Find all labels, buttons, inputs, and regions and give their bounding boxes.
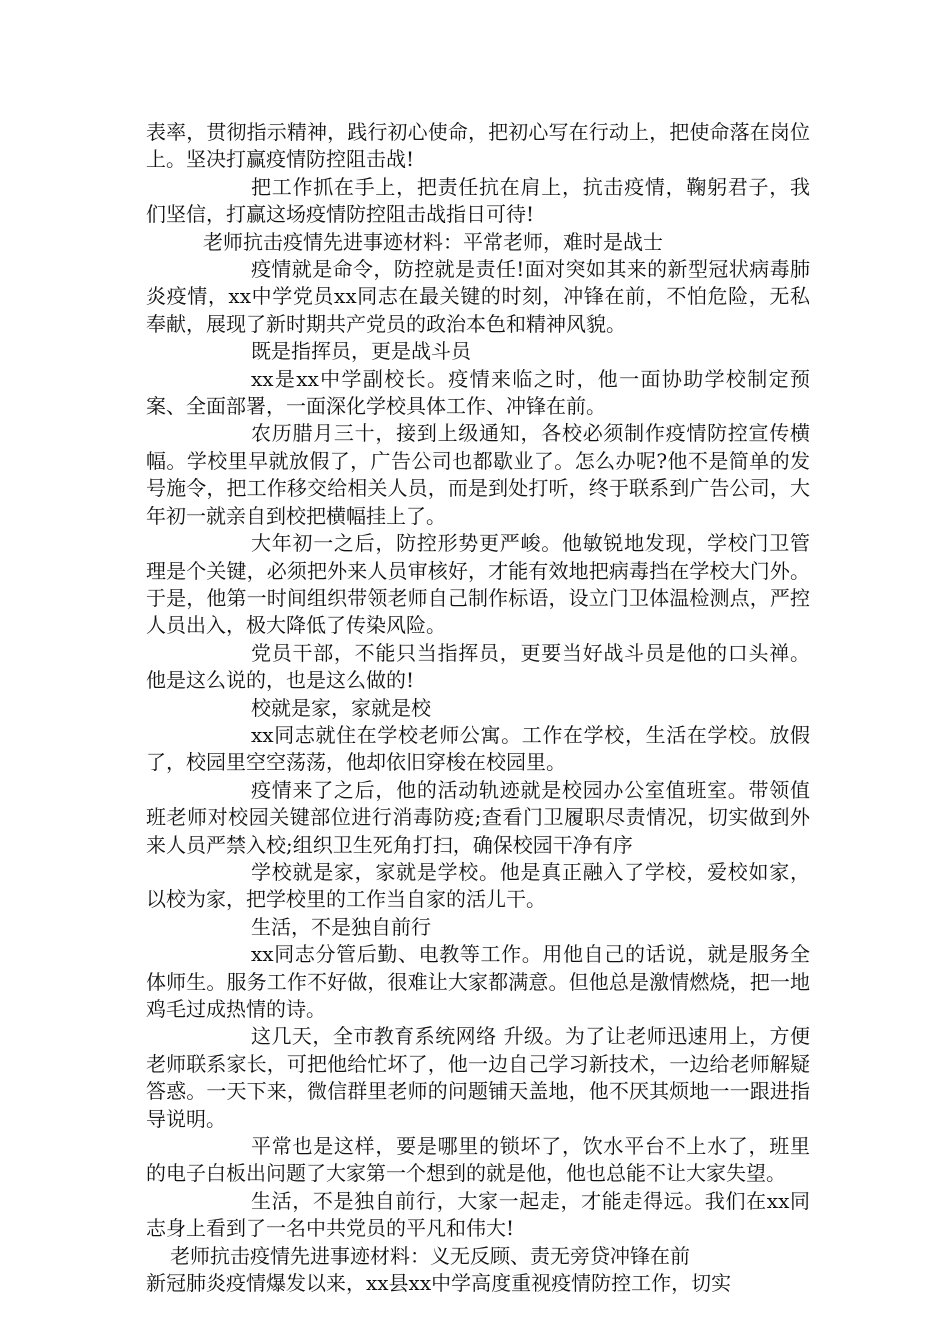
- section-title: 老师抗击疫情先进事迹材料：平常老师，难时是战士: [203, 229, 663, 254]
- paragraph: 疫情来了之后，他的活动轨迹就是校园办公室值班室。带领值班老师对校园关键部位进行消毒防疫;查看门卫履职尽责情况，切实做到外来人员严禁入校;组织卫生死角打扫，确保校园干净有序: [146, 777, 810, 857]
- document-body: [146, 119, 810, 1297]
- paragraph: 生活，不是独自前行，大家一起走，才能走得远。我们在xx同志身上看到了一名中共党员的平凡和伟大!: [146, 1188, 810, 1241]
- section-title: 老师抗击疫情先进事迹材料：义无反顾、责无旁贷冲锋在前: [170, 1243, 690, 1268]
- paragraph: xx是xx中学副校长。疫情来临之时，他一面协助学校制定预案、全面部署，一面深化学校具体工作、冲锋在前。: [146, 366, 810, 419]
- paragraph: xx同志就住在学校老师公寓。工作在学校，生活在学校。放假了，校园里空空荡荡，他却依旧穿梭在校园里。: [146, 722, 810, 775]
- paragraph: 平常也是这样，要是哪里的锁坏了，饮水平台不上水了，班里的电子白板出问题了大家第一个想到的就是他，他也总能不让大家失望。: [146, 1134, 810, 1186]
- subheading: 校就是家，家就是校: [251, 695, 431, 720]
- paragraph: 把工作抓在手上，把责任抗在肩上，抗击疫情，鞠躬君子，我们坚信，打赢这场疫情防控阻击战指日可待!: [146, 174, 810, 227]
- paragraph: 这几天，全市教育系统网络 升级。为了让老师迅速用上，方便老师联系家长，可把他给忙坏了，他一边自己学习新技术，一边给老师解疑答惑。一天下来，微信群里老师的问题铺天盖地，他不厌其烦地一一跟进指导说明。: [146, 1024, 810, 1131]
- paragraph: 农历腊月三十，接到上级通知，各校必须制作疫情防控宣传横幅。学校里早就放假了，广告公司也都歇业了。怎么办呢?他不是简单的发号施令，把工作移交给相关人员，而是到处打听，终于联系到广告公司，大年初一就亲自到校把横幅挂上了。: [146, 421, 810, 528]
- paragraph: 党员干部，不能只当指挥员，更要当好战斗员是他的口头禅。他是这么说的，也是这么做的!: [146, 640, 810, 693]
- subheading: 生活，不是独自前行: [251, 914, 431, 939]
- subheading: 既是指挥员，更是战斗员: [251, 339, 471, 364]
- paragraph: 新冠肺炎疫情爆发以来，xx县xx中学高度重视疫情防控工作，切实: [146, 1271, 732, 1296]
- paragraph: 疫情就是命令，防控就是责任!面对突如其来的新型冠状病毒肺炎疫情，xx中学党员xx同志在最关键的时刻，冲锋在前，不怕危险，无私奉献，展现了新时期共产党员的政治本色和精神风貌。: [146, 257, 810, 336]
- paragraph: 学校就是家，家就是学校。他是真正融入了学校，爱校如家，以校为家，把学校里的工作当自家的活儿干。: [146, 859, 810, 912]
- paragraph: 表率，贯彻指示精神，践行初心使命，把初心写在行动上，把使命落在岗位上。坚决打赢疫情防控阻击战!: [146, 120, 810, 172]
- paragraph: 大年初一之后，防控形势更严峻。他敏锐地发现，学校门卫管理是个关键，必须把外来人员审核好，才能有效地把病毒挡在学校大门外。于是，他第一时间组织带领老师自己制作标语，设立门卫体温检测点，严控人员出入，极大降低了传染风险。: [146, 531, 810, 638]
- paragraph: xx同志分管后勤、电教等工作。用他自己的话说，就是服务全体师生。服务工作不好做，很难让大家都满意。但他总是激情燃烧，把一地鸡毛过成热情的诗。: [146, 942, 810, 1021]
